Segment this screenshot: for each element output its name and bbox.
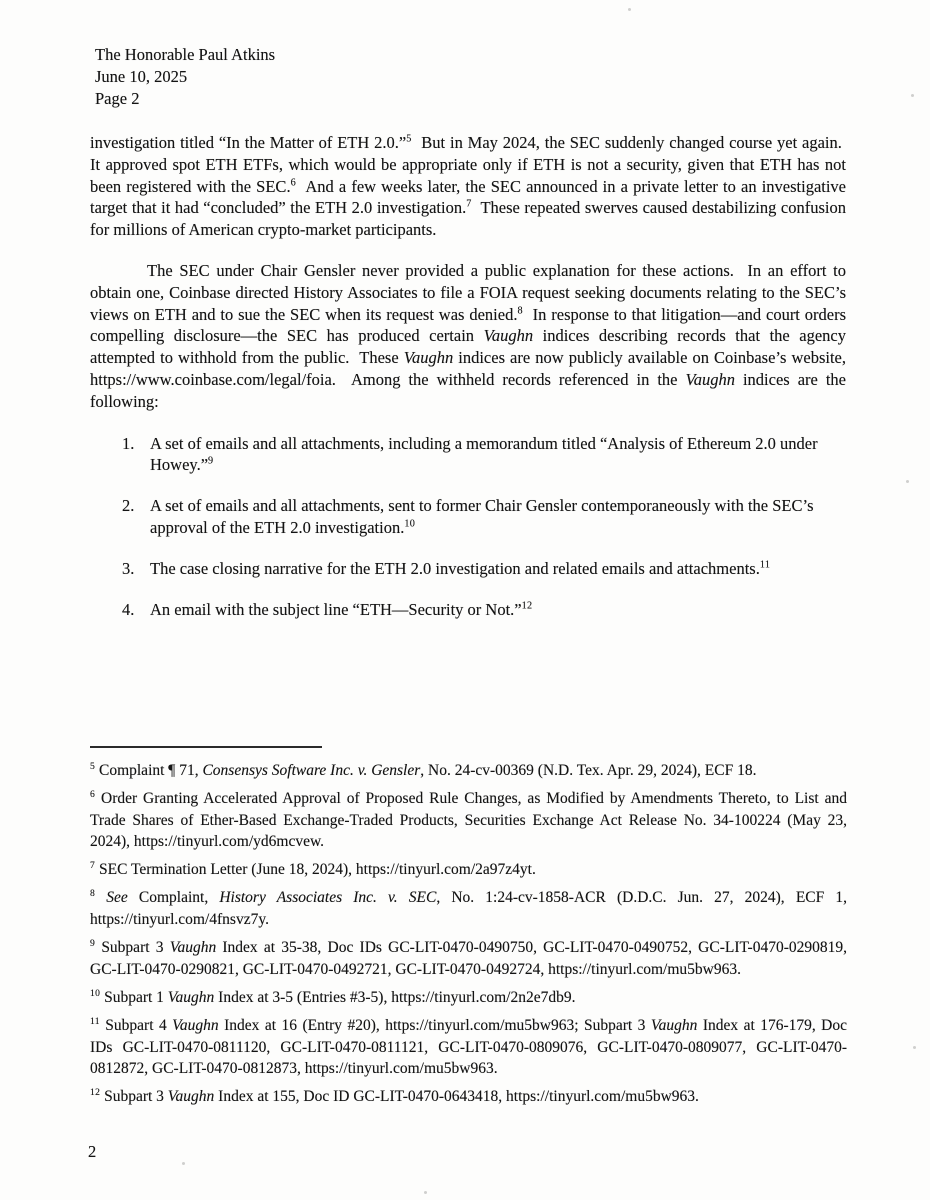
footnote-10: $^{10}$ Subpart 1 Vaughn Index at 3-5 (Entries #3-5), https://tinyurl.com/2n2e7db9. xyxy=(90,987,576,1006)
list-item-text: The case closing narrative for the ETH 2.0 investigation and related emails and attachments.$^{11}$ xyxy=(150,558,771,578)
list-item-text: An email with the subject line “ETH—Security or Not.”$^{12}$ xyxy=(150,599,533,619)
footnote-7: $^7$ SEC Termination Letter (June 18, 2024), https://tinyurl.com/2a97z4yt. xyxy=(90,860,536,879)
letter-header xyxy=(95,44,275,110)
scan-speck xyxy=(913,1046,916,1049)
letter-body xyxy=(90,132,846,639)
list-number: 3. xyxy=(122,558,135,578)
list-number: 4. xyxy=(122,599,135,619)
footnote-11: $^{11}$ Subpart 4 Vaughn Index at 16 (Entry #20), https://tinyurl.com/mu5bw963; Subpart 3 Vaughn Index at 176-179, Doc IDs GC-LIT-0470-0811120, GC-LIT-0470-0811121, GC-LIT-0470-0809076, GC-LIT-0470-0809077, GC-LIT-0470-0812872, GC-LIT-0470-0812873, https://tinyurl.com/mu5bw963. xyxy=(90,1015,848,1078)
list-item-3 xyxy=(90,558,846,580)
scan-speck xyxy=(182,1162,185,1165)
list-item-4 xyxy=(90,599,846,621)
footnotes-section xyxy=(90,746,847,1114)
footnote-5: $^5$ Complaint ¶ 71, Consensys Software Inc. v. Gensler, No. 24-cv-00369 (N.D. Tex. Apr. 29, 2024), ECF 18. xyxy=(90,760,757,779)
footnote-9: $^9$ Subpart 3 Vaughn Index at 35-38, Doc IDs GC-LIT-0470-0490750, GC-LIT-0470-0490752, GC-LIT-0470-0290819, GC-LIT-0470-0290821, GC-LIT-0470-0492721, GC-LIT-0470-0492724, https://tinyurl.com/mu5bw963. xyxy=(90,938,847,978)
withheld-records-list xyxy=(90,433,846,621)
list-number: 2. xyxy=(122,496,135,516)
footnote-separator-rule xyxy=(90,746,322,748)
scan-speck xyxy=(906,480,909,483)
page-number: 2 xyxy=(88,1142,97,1161)
body-paragraph-1: investigation titled “In the Matter of ETH 2.0.”$^5$ But in May 2024, the SEC suddenly changed course yet again. It approved spot ETH ETFs, which would be appropriate only if ETH is not a security, given that ETH has not been registered with the SEC.$^6$ And a few weeks later, the SEC announced in a private letter to an investigative target that it had “concluded” the ETH 2.0 investigation.$^7$ These repeated swerves caused destabilizing confusion for millions of American crypto-market participants. xyxy=(90,133,847,240)
scan-speck xyxy=(424,1191,427,1194)
list-item-1 xyxy=(90,433,846,477)
recipient-name: The Honorable Paul Atkins xyxy=(95,45,276,64)
footnote-6: $^6$ Order Granting Accelerated Approval of Proposed Rule Changes, as Modified by Amendments Thereto, to List and Trade Shares of Ether-Based Exchange-Traded Products, Securities Exchange Act Release No. 34-100224 (May 23, 2024), https://tinyurl.com/yd6mcvew. xyxy=(90,788,847,851)
list-number: 1. xyxy=(122,433,135,453)
scan-speck xyxy=(911,94,914,97)
header-page-label: Page 2 xyxy=(95,89,140,108)
footnote-8: $^8$ See Complaint, History Associates Inc. v. SEC, No. 1:24-cv-1858-ACR (D.D.C. Jun. 27, 2024), ECF 1, https://tinyurl.com/4fnsvz7y. xyxy=(90,888,847,929)
letter-date: June 10, 2025 xyxy=(95,67,188,86)
list-item-text: A set of emails and all attachments, sent to former Chair Gensler contemporaneously with the SEC’s approval of the ETH 2.0 investigation.$^{10}$ xyxy=(150,496,814,537)
list-item-text: A set of emails and all attachments, including a memorandum titled “Analysis of Ethereum 2.0 under Howey.”$^9$ xyxy=(150,433,818,475)
list-item-2 xyxy=(90,495,846,539)
body-paragraph-2: The SEC under Chair Gensler never provided a public explanation for these actions. In an effort to obtain one, Coinbase directed History Associates to file a FOIA request seeking documents relating to the SEC’s views on ETH and to sue the SEC when its request was denied.$^8$ In response to that litigation—and court orders compelling disclosure—the SEC has produced certain Vaughn indices describing records that the agency attempted to withhold from the public. These Vaughn indices are now publicly available on Coinbase’s website, https://www.coinbase.com/legal/foia. Among the withheld records referenced in the Vaughn indices are the following: xyxy=(90,260,847,411)
footnote-12: $^{12}$ Subpart 3 Vaughn Index at 155, Doc ID GC-LIT-0470-0643418, https://tinyurl.com/mu5bw963. xyxy=(90,1087,699,1106)
scan-speck xyxy=(628,8,631,11)
